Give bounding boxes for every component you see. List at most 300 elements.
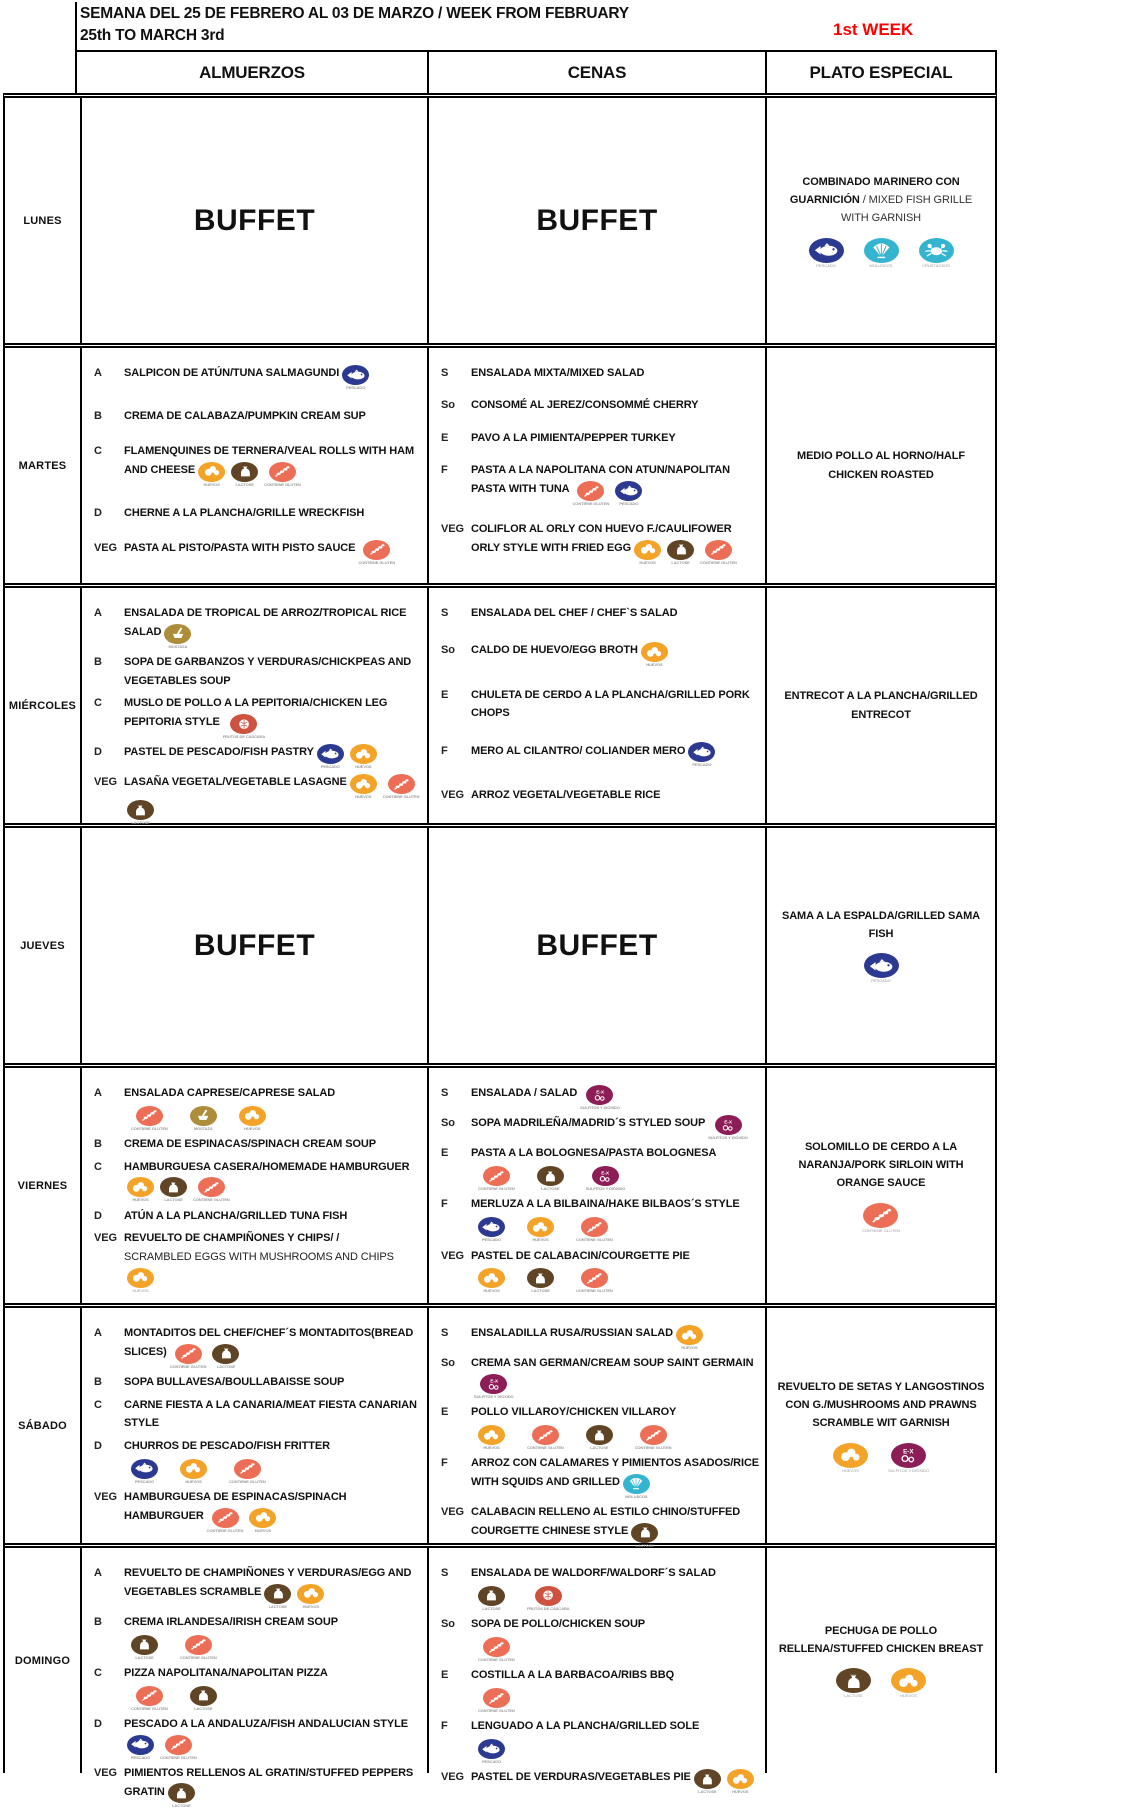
menu-item-f [441, 461, 761, 506]
sábado-lunch-cell [80, 1308, 427, 1543]
day-label-cell [5, 348, 80, 583]
item-text: MERLUZA A LA BILBAINA/HAKE BILBAOS´S STYLE PESCADO HUEVOS CONTIENE GLUTEN [471, 1195, 761, 1242]
day-label: LUNES [23, 214, 62, 227]
item-code: So [441, 399, 455, 412]
menu-item-s [441, 364, 761, 383]
gluten-icon: CONTIENE GLUTEN [573, 481, 610, 506]
menu-item-a [94, 1324, 423, 1369]
day-label: MIÉRCOLES [8, 699, 77, 712]
day-label: MARTES [18, 459, 67, 472]
column-header-dinner: CENAS [427, 52, 765, 93]
title-left-rule [75, 2, 77, 50]
item-code: A [94, 1087, 102, 1099]
gluten-icon: CONTIENE GLUTEN [700, 540, 737, 565]
menu-item-b [94, 1373, 423, 1392]
allergen-icons-row [475, 1268, 761, 1293]
special-allergen-icons [859, 1203, 903, 1233]
menu-item-veg [441, 520, 761, 565]
miércoles-dinner-cell [427, 588, 765, 823]
gluten-icon: CONTIENE GLUTEN [862, 1203, 900, 1233]
special-allergen-icons [830, 1443, 932, 1473]
menu-item-d [94, 1207, 423, 1226]
special-dish-text: MEDIO POLLO AL HORNO/HALF CHICKEN ROASTED [797, 450, 965, 481]
menu-table-body [3, 93, 997, 1809]
allergen-icons-row [128, 1686, 423, 1711]
menu-item-veg [441, 1503, 761, 1548]
item-code: VEG [94, 1491, 117, 1504]
lactose-icon: LACTOSE [667, 540, 694, 565]
menu-item-s [441, 1324, 761, 1350]
sulphites-icon: E-X SULFITOS Y DIÓXIDO [888, 1443, 929, 1473]
week-number-label: 1st WEEK [833, 20, 914, 39]
menu-item-so [441, 396, 761, 415]
item-text: CARNE FIESTA A LA CANARIA/MEAT FIESTA CANARIAN STYLE [124, 1398, 417, 1430]
day-label: VIERNES [17, 1179, 68, 1192]
item-code: VEG [94, 541, 117, 554]
item-text: CONSOMÉ AL JEREZ/CONSOMMÉ CHERRY [471, 399, 699, 412]
item-code: B [94, 1375, 102, 1388]
menu-item-a [94, 1564, 423, 1609]
item-code: B [94, 409, 102, 422]
item-text: FLAMENQUINES DE TERNERA/VEAL ROLLS WITH HAM AND CHEESE HUEVOS LACTOSE CONTIENE GLUTEN [124, 445, 415, 487]
item-code: F [441, 744, 448, 757]
miércoles-special-cell [765, 588, 995, 823]
special-dish-text: COMBINADO MARINERO CON GUARNICIÓN / MIXED FISH GRILLE WITH GARNISH [789, 176, 973, 225]
menu-item-veg [441, 786, 761, 805]
item-code: D [94, 746, 102, 759]
item-text: PASTEL DE VERDURAS/VEGETABLES PIE LACTOSE HUEVOS [471, 1768, 761, 1794]
document-title [80, 3, 780, 46]
item-text: PASTEL DE PESCADO/FISH PASTRY PESCADO HUEVOS [124, 743, 423, 769]
martes-special-cell [765, 348, 995, 583]
mustard-icon: MOSTAZA [164, 624, 191, 649]
gluten-icon: CONTIENE GLUTEN [527, 1425, 564, 1450]
menu-item-d [94, 1437, 423, 1484]
menu-item-a [94, 1084, 423, 1131]
gluten-icon: CONTIENE GLUTEN [478, 1637, 515, 1662]
domingo-dinner-cell [427, 1548, 765, 1795]
eggs-icon: HUEVOS [891, 1668, 926, 1698]
item-code: VEG [441, 789, 464, 802]
allergen-icons-row [128, 1459, 423, 1484]
buffet-label: BUFFET [536, 203, 658, 237]
item-text: PASTA AL PISTO/PASTA WITH PISTO SAUCE CONTIENE GLUTEN [124, 539, 423, 565]
item-code: So [441, 1117, 455, 1130]
gluten-icon: CONTIENE GLUTEN [576, 1268, 613, 1293]
allergen-icons-row [475, 1586, 761, 1611]
gluten-icon: CONTIENE GLUTEN [160, 1735, 197, 1760]
gluten-icon: CONTIENE GLUTEN [170, 1344, 207, 1369]
gluten-icon: CONTIENE GLUTEN [383, 774, 420, 799]
allergen-icons-row [128, 1106, 423, 1131]
menu-item-veg [94, 1229, 423, 1293]
item-text: COLIFLOR AL ORLY CON HUEVO F./CAULIFOWER ORLY STYLE WITH FRIED EGG HUEVOS LACTOSE CONTIENE GLUTEN [471, 523, 737, 565]
viernes-special-cell [765, 1068, 995, 1303]
menu-item-veg [94, 773, 423, 825]
item-text: CHULETA DE CERDO A LA PLANCHA/GRILLED PORK CHOPS [471, 688, 750, 720]
fish-icon: PESCADO [342, 365, 369, 390]
fish-icon: PESCADO [615, 481, 642, 506]
item-code: VEG [94, 1766, 117, 1779]
item-text: PASTA A LA BOLOGNESA/PASTA BOLOGNESA CONTIENE GLUTEN LACTOSE E-X SULFITOS Y DIÓXIDO [471, 1144, 761, 1191]
special-dish-text: REVUELTO DE SETAS Y LANGOSTINOS CON G./MUSHROOMS AND PRAWNS SCRAMBLE WIT GARNISH [777, 1381, 985, 1430]
menu-item-veg [441, 1247, 761, 1294]
day-label-cell [5, 588, 80, 823]
gluten-icon: CONTIENE GLUTEN [131, 1106, 168, 1131]
item-text: CALDO DE HUEVO/EGG BROTH HUEVOS [471, 641, 761, 667]
item-text: CHERNE A LA PLANCHA/GRILLE WRECKFISH [124, 506, 365, 519]
buffet-label: BUFFET [193, 928, 316, 962]
item-text: HAMBURGUESA CASERA/HOMEMADE HAMBURGUER HUEVOS LACTOSE CONTIENE GLUTEN [124, 1160, 410, 1203]
item-code: A [94, 607, 102, 619]
item-code: E [441, 1406, 449, 1419]
item-text: PASTA A LA NAPOLITANA CON ATUN/NAPOLITAN PASTA WITH TUNA CONTIENE GLUTEN PESCADO [471, 464, 730, 506]
fish-icon: PESCADO [127, 1735, 154, 1760]
menu-item-a [94, 364, 423, 390]
item-text: ARROZ VEGETAL/VEGETABLE RICE [471, 789, 661, 802]
menu-item-so [441, 641, 761, 667]
lactose-icon: LACTOSE [231, 462, 258, 487]
item-code: E [441, 1147, 449, 1160]
menu-item-b [94, 653, 423, 690]
item-text-secondary: SCRAMBLED EGGS WITH MUSHROOMS AND CHIPS HUEVOS [124, 1251, 394, 1293]
sulphites-icon: E-X SULFITOS Y DIÓXIDO [586, 1166, 626, 1191]
eggs-icon: HUEVOS [676, 1325, 703, 1350]
buffet-label: BUFFET [193, 203, 316, 237]
menu-item-b [94, 1613, 423, 1660]
eggs-icon: HUEVOS [634, 540, 661, 565]
item-code: D [94, 506, 102, 519]
item-code: C [94, 445, 102, 458]
item-text: ENSALADA CAPRESE/CAPRESE SALAD CONTIENE GLUTEN MOSTAZA HUEVOS [124, 1084, 423, 1131]
eggs-icon: HUEVOS [249, 1508, 276, 1533]
menu-item-veg [94, 539, 423, 565]
item-text: ENSALADILLA RUSA/RUSSIAN SALAD HUEVOS [471, 1324, 761, 1350]
menu-item-veg [441, 1768, 761, 1794]
menu-item-f [441, 742, 761, 768]
special-dish-text: ENTRECOT A LA PLANCHA/GRILLED ENTRECOT [784, 690, 978, 721]
menu-item-so [441, 1615, 761, 1662]
menu-item-b [94, 1135, 423, 1154]
buffet-label: BUFFET [536, 928, 658, 962]
fish-icon: PESCADO [478, 1739, 505, 1764]
lactose-icon: LACTOSE [131, 1635, 158, 1660]
lactose-icon: LACTOSE [168, 1783, 195, 1808]
lactose-icon: LACTOSE [537, 1166, 564, 1191]
table-header-row [75, 50, 997, 93]
svg-text:E-X: E-X [601, 1171, 610, 1177]
item-code: E [441, 1669, 449, 1682]
gluten-icon: CONTIENE GLUTEN [264, 462, 301, 487]
sábado-dinner-cell [427, 1308, 765, 1548]
item-text: MERO AL CILANTRO/ COLIANDER MERO PESCADO [471, 742, 761, 768]
item-text: REVUELTO DE CHAMPIÑONES Y VERDURAS/EGG AND VEGETABLES SCRAMBLE LACTOSE HUEVOS [124, 1567, 412, 1609]
menu-item-e [441, 1666, 761, 1713]
allergen-icons-row [475, 1217, 761, 1242]
item-code: A [94, 1567, 102, 1579]
allergen-icons-row [475, 1166, 761, 1191]
menu-item-f [441, 1195, 761, 1242]
item-code: So [441, 1618, 455, 1631]
item-code: S [441, 367, 449, 379]
eggs-icon: HUEVOS [350, 744, 377, 769]
sábado-special-cell [765, 1308, 995, 1543]
item-text: CHURROS DE PESCADO/FISH FRITTER PESCADO HUEVOS CONTIENE GLUTEN [124, 1437, 423, 1484]
eggs-icon: HUEVOS [478, 1268, 505, 1293]
day-row-sábado [5, 1303, 995, 1548]
item-code: VEG [441, 1249, 464, 1262]
lunes-special-cell [765, 98, 995, 343]
item-code: VEG [441, 1771, 464, 1784]
eggs-icon: HUEVOS [297, 1584, 324, 1609]
item-text: LENGUADO A LA PLANCHA/GRILLED SOLE PESCADO [471, 1717, 761, 1764]
menu-item-d [94, 1715, 423, 1760]
day-label: SÁBADO [18, 1419, 67, 1432]
eggs-icon: HUEVOS [478, 1425, 505, 1450]
column-header-lunch: ALMUERZOS [199, 62, 305, 82]
item-text: CALABACIN RELLENO AL ESTILO CHINO/STUFFED COURGETTE CHINESE STYLE LACTOSE [471, 1506, 741, 1548]
menu-item-veg [94, 1764, 423, 1809]
item-text: ATÚN A LA PLANCHA/GRILLED TUNA FISH [124, 1209, 348, 1222]
menu-item-c [94, 1396, 423, 1433]
molluscs-icon: MOLUSCOS [864, 238, 899, 268]
fish-icon: PESCADO [131, 1459, 158, 1484]
gluten-icon: CONTIENE GLUTEN [180, 1635, 217, 1660]
item-text: SOPA MADRILEÑA/MADRID´S STYLED SOUP E-X SULFITOS Y DIÓXIDO [471, 1114, 761, 1140]
jueves-lunch-cell [80, 828, 427, 1063]
domingo-special-cell [765, 1548, 995, 1773]
special-dish-text: SOLOMILLO DE CERDO A LA NARANJA/PORK SIRLOIN WITH ORANGE SAUCE [798, 1141, 964, 1190]
lactose-icon: LACTOSE [694, 1769, 721, 1794]
day-label-cell [5, 1548, 80, 1773]
lunes-dinner-cell [427, 98, 765, 343]
item-code: VEG [94, 1232, 117, 1245]
item-code: C [94, 1160, 102, 1173]
eggs-icon: HUEVOS [833, 1443, 868, 1473]
menu-item-e [441, 686, 761, 723]
menu-item-c [94, 1158, 423, 1203]
svg-text:E-X: E-X [489, 1379, 498, 1385]
fish-icon: PESCADO [864, 953, 899, 983]
item-text: PIZZA NAPOLITANA/NAPOLITAN PIZZA CONTIENE GLUTEN LACTOSE [124, 1664, 423, 1711]
gluten-icon: CONTIENE GLUTEN [229, 1459, 266, 1484]
item-text: HAMBURGUESA DE ESPINACAS/SPINACH HAMBURGUER CONTIENE GLUTEN HUEVOS [124, 1491, 347, 1533]
menu-item-f [441, 1454, 761, 1499]
menu-item-c [94, 1664, 423, 1711]
allergen-icons-row [475, 1637, 761, 1662]
gluten-icon: CONTIENE GLUTEN [478, 1688, 515, 1713]
item-text: SOPA DE GARBANZOS Y VERDURAS/CHICKPEAS AND VEGETABLES SOUP [124, 655, 412, 687]
special-dish-text: SAMA A LA ESPALDA/GRILLED SAMA FISH [781, 910, 981, 941]
item-code: S [441, 607, 449, 619]
menu-item-b [94, 407, 423, 426]
item-text: CREMA SAN GERMAN/CREAM SOUP SAINT GERMAIN E-X SULFITOS Y DIÓXIDO [471, 1357, 754, 1399]
item-code: B [94, 1138, 102, 1151]
eggs-icon: HUEVOS [180, 1459, 207, 1484]
svg-text:E-X: E-X [724, 1120, 732, 1126]
item-code: B [94, 655, 102, 668]
item-code: F [441, 1457, 448, 1470]
sulphites-icon: E-X SULFITOS Y DIÓXIDO [474, 1374, 514, 1399]
item-text: SOPA DE POLLO/CHICKEN SOUP CONTIENE GLUTEN [471, 1615, 761, 1662]
viernes-lunch-cell [80, 1068, 427, 1303]
special-dish-text: PECHUGA DE POLLO RELLENA/STUFFED CHICKEN BREAST [778, 1625, 984, 1656]
lactose-icon: LACTOSE [631, 1523, 658, 1548]
item-code: D [94, 1439, 102, 1452]
gluten-icon: CONTIENE GLUTEN [193, 1177, 230, 1202]
day-label-cell [5, 1308, 80, 1543]
menu-item-a [94, 604, 423, 649]
item-code: C [94, 1666, 102, 1679]
day-row-lunes [5, 98, 995, 343]
menu-item-d [94, 743, 423, 769]
item-code: F [441, 1720, 448, 1733]
eggs-icon: HUEVOS [527, 1217, 554, 1242]
item-code: VEG [441, 1506, 464, 1519]
eggs-icon: HUEVOS [350, 774, 377, 799]
special-dish-text-secondary: / MIXED FISH GRILLE WITH GARNISH [840, 194, 973, 225]
item-code: F [441, 1198, 448, 1211]
menu-item-so [441, 1114, 761, 1140]
day-label-cell [5, 1068, 80, 1303]
item-code: A [94, 367, 102, 379]
lunes-lunch-cell [80, 98, 427, 343]
lactose-icon: LACTOSE [160, 1177, 187, 1202]
sulphites-icon: E-X SULFITOS Y DIÓXIDO [708, 1115, 748, 1140]
eggs-icon: HUEVOS [198, 462, 225, 487]
item-code: E [441, 688, 449, 701]
item-code: So [441, 644, 455, 657]
menu-item-e [441, 1403, 761, 1450]
svg-text:E-X: E-X [596, 1090, 604, 1096]
item-text: ENSALADA MIXTA/MIXED SALAD [471, 367, 645, 379]
item-text: LASAÑA VEGETAL/VEGETABLE LASAGNE HUEVOS CONTIENE GLUTEN LACTOSE [124, 773, 423, 825]
item-text: PESCADO A LA ANDALUZA/FISH ANDALUCIAN STYLE PESCADO CONTIENE GLUTEN [124, 1718, 408, 1760]
gluten-icon: CONTIENE GLUTEN [131, 1686, 168, 1711]
item-text: CREMA DE CALABAZA/PUMPKIN CREAM SUP [124, 409, 366, 422]
item-code: B [94, 1615, 102, 1628]
day-row-miércoles [5, 583, 995, 826]
column-header-special: PLATO ESPECIAL [765, 52, 995, 93]
item-code: S [441, 1087, 449, 1099]
item-text: ARROZ CON CALAMARES Y PIMIENTOS ASADOS/RICE WITH SQUIDS AND GRILLED MOLUSCOS [471, 1457, 760, 1499]
item-code: S [441, 1327, 449, 1339]
gluten-icon: CONTIENE GLUTEN [576, 1217, 613, 1242]
gluten-icon: CONTIENE GLUTEN [358, 540, 395, 565]
item-text: CREMA IRLANDESA/IRISH CREAM SOUP LACTOSE CONTIENE GLUTEN [124, 1613, 423, 1660]
eggs-icon: HUEVOS [239, 1106, 266, 1131]
item-code: A [94, 1327, 102, 1339]
item-text: ENSALADA DE WALDORF/WALDORF´S SALAD LACTOSE FRUTOS DE CÁSCARA [471, 1564, 761, 1611]
item-code: D [94, 1718, 102, 1731]
svg-text:E-X: E-X [903, 1448, 914, 1456]
menu-item-veg [94, 1488, 423, 1533]
special-allergen-icons [861, 953, 902, 983]
allergen-icons-row [475, 1739, 761, 1764]
day-label-cell [5, 98, 80, 343]
fish-icon: PESCADO [688, 742, 715, 767]
mustard-icon: MOSTAZA [190, 1106, 217, 1131]
menu-item-e [441, 1144, 761, 1191]
eggs-icon: HUEVOS [127, 1177, 154, 1202]
item-code: C [94, 1398, 102, 1411]
menu-item-s [441, 1084, 761, 1110]
item-code: D [94, 1209, 102, 1222]
item-text: MONTADITOS DEL CHEF/CHEF´S MONTADITOS(BREAD SLICES) CONTIENE GLUTEN LACTOSE [124, 1327, 414, 1369]
title-line-2: 25th TO MARCH 3rd [80, 26, 225, 44]
jueves-special-cell [765, 828, 995, 1063]
fish-icon: PESCADO [478, 1217, 505, 1242]
eggs-icon: HUEVOS [641, 642, 668, 667]
lactose-icon: LACTOSE [127, 800, 154, 825]
eggs-icon: HUEVOS [727, 1769, 754, 1794]
day-row-viernes [5, 1063, 995, 1303]
crustaceans-icon: CRUSTÁCEOS [919, 238, 954, 268]
item-text: PASTEL DE CALABACIN/COURGETTE PIE HUEVOS LACTOSE CONTIENE GLUTEN [471, 1247, 761, 1294]
item-text: SALPICON DE ATÚN/TUNA SALMAGUNDI PESCADO [124, 364, 423, 390]
item-text: CREMA DE ESPINACAS/SPINACH CREAM SOUP [124, 1138, 376, 1151]
item-text: POLLO VILLAROY/CHICKEN VILLAROY HUEVOS CONTIENE GLUTEN LACTOSE CONTIENE GLUTEN [471, 1403, 761, 1450]
menu-item-c [94, 694, 423, 739]
allergen-icons-row [128, 1635, 423, 1660]
allergen-icons-row [475, 1688, 761, 1713]
item-text: ENSALADA / SALAD E-X SULFITOS Y DIÓXIDO [471, 1084, 761, 1110]
menu-item-e [441, 429, 761, 448]
special-allergen-icons [833, 1668, 929, 1698]
sulphites-icon: E-X SULFITOS Y DIÓXIDO [580, 1085, 620, 1110]
item-code: So [441, 1357, 455, 1370]
viernes-dinner-cell [427, 1068, 765, 1303]
fish-icon: PESCADO [809, 238, 844, 268]
item-text: REVUELTO DE CHAMPIÑONES Y CHIPS/ / SCRAMBLED EGGS WITH MUSHROOMS AND CHIPS HUEVOS [124, 1229, 423, 1293]
molluscs-icon: MOLUSCOS [623, 1474, 650, 1499]
item-code: C [94, 697, 102, 710]
gluten-icon: CONTIENE GLUTEN [635, 1425, 672, 1450]
day-row-martes [5, 343, 995, 583]
lactose-icon: LACTOSE [527, 1268, 554, 1293]
miércoles-lunch-cell [80, 588, 427, 826]
nuts-icon: FRUTOS DE CÁSCARA [527, 1586, 569, 1611]
jueves-dinner-cell [427, 828, 765, 1063]
item-text: PIMIENTOS RELLENOS AL GRATIN/STUFFED PEPPERS GRATIN LACTOSE [124, 1766, 414, 1809]
day-label: JUEVES [20, 939, 65, 952]
menu-item-s [441, 604, 761, 623]
item-code: E [441, 431, 449, 444]
day-row-jueves [5, 823, 995, 1063]
eggs-icon: HUEVOS [127, 1268, 154, 1293]
special-allergen-icons [806, 238, 957, 268]
domingo-lunch-cell [80, 1548, 427, 1809]
lactose-icon: LACTOSE [836, 1668, 871, 1698]
gluten-icon: CONTIENE GLUTEN [478, 1166, 515, 1191]
menu-item-d [94, 504, 423, 523]
martes-lunch-cell [80, 348, 427, 583]
item-code: S [441, 1567, 449, 1579]
gluten-icon: CONTIENE GLUTEN [207, 1508, 244, 1533]
lactose-icon: LACTOSE [212, 1344, 239, 1369]
martes-dinner-cell [427, 348, 765, 583]
title-line-1: SEMANA DEL 25 DE FEBRERO AL 03 DE MARZO / WEEK FROM FEBRUARY [80, 5, 629, 22]
nuts-icon: FRUTOS DE CÁSCARA [223, 714, 265, 739]
item-text: COSTILLA A LA BARBACOA/RIBS BBQ CONTIENE GLUTEN [471, 1666, 761, 1713]
item-text: PAVO A LA PIMIENTA/PEPPER TURKEY [471, 431, 676, 444]
lactose-icon: LACTOSE [586, 1425, 613, 1450]
day-label: DOMINGO [14, 1654, 71, 1667]
lactose-icon: LACTOSE [478, 1586, 505, 1611]
menu-item-so [441, 1354, 761, 1399]
item-text: MUSLO DE POLLO A LA PEPITORIA/CHICKEN LEG PEPITORIA STYLE FRUTOS DE CÁSCARA [124, 697, 388, 739]
item-code: VEG [441, 523, 464, 536]
